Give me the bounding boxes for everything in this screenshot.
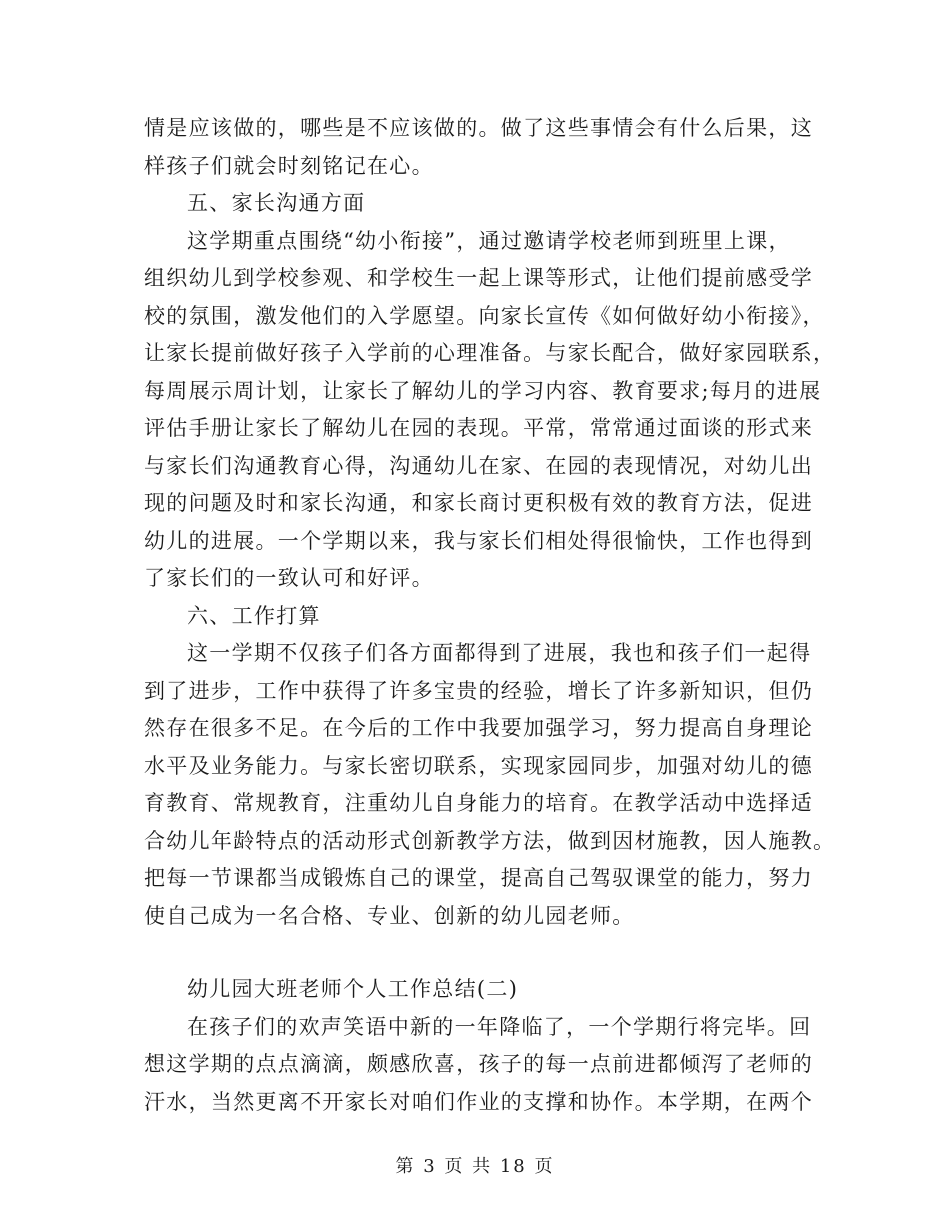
paragraph-line: 这学期重点围绕“幼小衔接”，通过邀请学校老师到班里上课， — [187, 228, 791, 253]
paragraph-line: 合幼儿年龄特点的活动形式创新教学方法，做到因材施教，因人施教。 — [144, 828, 836, 853]
paragraph-line: 校的氛围，激发他们的入学愿望。向家长宣传《如何做好幼小衔接》， — [144, 303, 825, 328]
paragraph-line: 使自己成为一名合格、专业、创新的幼儿园老师。 — [144, 903, 635, 928]
paragraph-line: 每周展示周计划，让家长了解幼儿的学习内容、教育要求;每月的进展 — [144, 378, 822, 403]
page-number-footer: 第 3 页 共 18 页 — [395, 1156, 555, 1177]
paragraph-line: 评估手册让家长了解幼儿在园的表现。平常，常常通过面谈的形式来 — [144, 416, 813, 440]
paragraph-line: 情是应该做的，哪些是不应该做的。做了这些事情会有什么后果，这 — [144, 116, 813, 140]
paragraph-line: 然存在很多不足。在今后的工作中我要加强学习，努力提高自身理论 — [144, 716, 813, 740]
paragraph-line: 幼儿的进展。一个学期以来，我与家长们相处得很愉快，工作也得到 — [144, 528, 813, 553]
paragraph-line: 水平及业务能力。与家长密切联系，实现家园同步，加强对幼儿的德 — [144, 753, 813, 778]
paragraph-line: 这一学期不仅孩子们各方面都得到了进展，我也和孩子们一起得 — [187, 641, 812, 665]
paragraph-line: 到了进步，工作中获得了许多宝贵的经验，增长了许多新知识，但仍 — [144, 678, 813, 703]
paragraph-line: 育教育、常规教育，注重幼儿自身能力的培育。在教学活动中选择适 — [144, 791, 813, 815]
document-section-title: 幼儿园大班老师个人工作总结(二) — [187, 977, 519, 1001]
paragraph-line: 了家长们的一致认可和好评。 — [144, 566, 434, 590]
section-heading: 五、家长沟通方面 — [187, 191, 366, 215]
section-spacer — [144, 935, 814, 971]
paragraph-line: 样孩子们就会时刻铭记在心。 — [144, 153, 434, 178]
paragraph-line: 汗水，当然更离不开家长对咱们作业的支撑和协作。本学期，在两个 — [144, 1089, 813, 1114]
paragraph-line: 在孩子们的欢声笑语中新的一年降临了，一个学期行将完毕。回 — [187, 1014, 812, 1039]
paragraph-line: 让家长提前做好孩子入学前的心理准备。与家长配合，做好家园联系， — [144, 341, 836, 365]
paragraph-line: 与家长们沟通教育心得，沟通幼儿在家、在园的表现情况，对幼儿出 — [144, 453, 813, 478]
paragraph-line: 组织幼儿到学校参观、和学校生一起上课等形式，让他们提前感受学 — [144, 266, 813, 290]
document-body — [144, 110, 836, 1121]
paragraph-line: 把每一节课都当成锻炼自己的课堂，提高自己驾驭课堂的能力，努力 — [144, 866, 813, 890]
paragraph-line: 想这学期的点点滴滴，颇感欣喜，孩子的每一点前进都倾泻了老师的 — [144, 1052, 813, 1076]
section-heading: 六、工作打算 — [187, 603, 321, 628]
paragraph-line: 现的问题及时和家长沟通，和家长商讨更积极有效的教育方法，促进 — [144, 491, 813, 515]
